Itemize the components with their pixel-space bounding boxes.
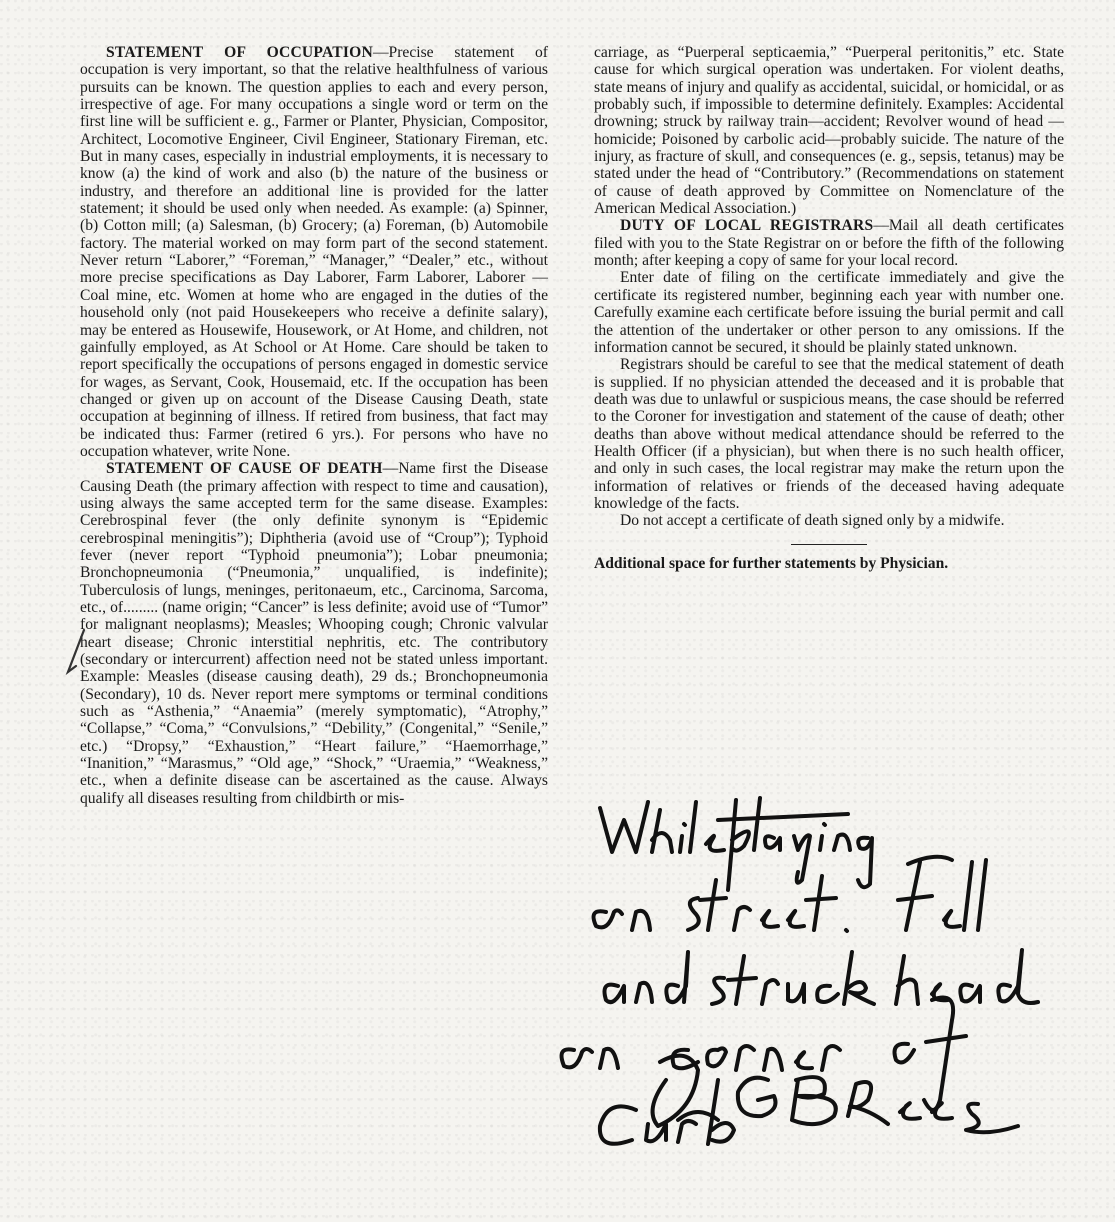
midwife-notice: Do not accept a certificate of death signed only by a midwife. xyxy=(620,512,1005,530)
cause-of-death-instructions xyxy=(80,460,548,807)
handwritten-statement xyxy=(548,780,1088,1190)
cause-of-death-text: —Name first the Disease Causing Death (the primary affection with respect to time and causation), using always the same accepted term for the same disease. Examples: Cerebrospinal fever (the only definite synonym is “Epidemic cerebrospinal meningitis”); Diphtheria (avoid use of “Croup”); Typhoid fever (never report “Typhoid pneumonia”); Lobar pneumonia; Bronchopneumonia (“Pneumonia,” unqualified, is indefinite); Tuberculosis of lungs, meninges, peritonaeum, etc., Carcinoma, Sarcoma, etc., of......... (name origin; “Cancer” is less definite; avoid use of “Tumor” for malignant neoplasms); Measles; Whooping cough; Chronic valvular heart disease; Chronic interstitial nephritis, etc. The contributory (secondary or intercurrent) affection need not be stated unless important. Example: Measles (disease causing death), 29 ds.; Bronchopneumonia (Secondary), 10 ds. Never report mere symptoms or terminal conditions such as “Asthenia,” “Anaemia” (merely symptomatic), “Atrophy,” “Collapse,” “Coma,” “Convulsions,” “Debility,” (Congenital,” “Senile,” etc.) “Dropsy,” “Exhaustion,” “Heart failure,” “Haemorrhage,” “Inanition,” “Marasmus,” “Old age,” “Shock,” “Uraemia,” “Weakness,” etc., when a definite disease can be ascertained as the cause. Always qualify all diseases resulting from childbirth or mis- xyxy=(80,460,549,807)
filing-instructions: Enter date of filing on the certificate immediately and give the certificate its registered number, beginning each year with number one. Carefully examine each certificate before issuing the burial permit and call the attention of the undertaker or other person to any omissions. If the information cannot be secured, it should be plainly stated unknown. xyxy=(594,269,1064,356)
occupation-heading: STATEMENT OF OCCUPATION xyxy=(106,44,373,61)
right-column xyxy=(594,44,1064,572)
additional-space-label: Additional space for further statements by Physician. xyxy=(594,554,949,572)
divider-rule xyxy=(791,544,867,545)
occupation-text: —Precise statement of occupation is very important, so that the relative healthfulness of various pursuits can be known. The question applies to each and every person, irrespective of age. For many occupations a single word or term on the first line will be sufficient e. g., Farmer or Planter, Physician, Compositor, Architect, Locomotive Engineer, Civil Engineer, Stationary Fireman, etc. But in many cases, especially in industrial employments, it is necessary to know (a) the kind of work and also (b) the nature of the business or industry, and therefore an additional line is provided for the latter statement; it should be used only when needed. As example: (a) Spinner, (b) Cotton mill; (a) Salesman, (b) Grocery; (a) Foreman, (b) Automobile factory. The material worked on may form part of the second statement. Never return “Laborer,” “Foreman,” “Manager,” “Dealer,” etc., without more precise specifications as Day Laborer, Farm Laborer, Laborer — Coal mine, etc. Women at home who are engaged in the duties of the household only (not paid Housekeepers who receive a definite salary), may be entered as Housewife, Housework, or At Home, and children, not gainfully employed, as At School or At Home. Care should be taken to report specifically the occupations of persons engaged in domestic service for wages, as Servant, Cook, Housemaid, etc. If the occupation has been changed or given up on account of the Disease Causing Death, state occupation at beginning of illness. If retired from business, that fact may be indicated thus: Farmer (retired 6 yrs.). For persons who have no occupation whatever, write None. xyxy=(80,44,548,460)
left-column xyxy=(80,44,548,807)
cause-of-death-continued: carriage, as “Puerperal septicaemia,” “Puerperal peritonitis,” etc. State cause for which surgical operation was undertaken. For violent deaths, state means of injury and qualify as accidental, suicidal, or homicidal, or as probably such, if impossible to determine definitely. Examples: Accidental drowning; struck by railway train—accident; Revolver wound of head —homicide; Poisoned by carbolic acid—probably suicide. The nature of the injury, as fracture of skull, and consequences (e. g., sepsis, tetanus) may be stated under the head of “Contributory.” (Recommendations on statement of cause of death approved by Committee on Nomenclature of the American Medical Association.) xyxy=(594,44,1064,218)
occupation-instructions xyxy=(80,44,548,460)
registrar-caution: Registrars should be careful to see that the medical statement of death is supplied. If no physician attended the deceased and it is probable that death was due to unlawful or suspicious means, the case should be referred to the Coroner for investigation and statement of the cause of death; other deaths than above without medical attendance should be referred to the Health Officer (if a physician), but when there is no such health officer, and only in such cases, the local registrar may make the return upon the information of relatives or friends of the deceased having adequate knowledge of the facts. xyxy=(594,356,1064,512)
handwriting-ink xyxy=(548,780,1088,1190)
cause-of-death-heading: STATEMENT OF CAUSE OF DEATH xyxy=(106,460,383,478)
registrar-duty-heading: DUTY OF LOCAL REGISTRARS xyxy=(620,217,874,235)
registrar-duty-text: —Mail all death certificates filed with you to the State Registrar on or before the fifth of the following month; after keeping a copy of same for your local record. xyxy=(594,217,1064,270)
registrar-duty-instructions xyxy=(594,217,1064,269)
pencil-check-mark xyxy=(62,626,92,686)
